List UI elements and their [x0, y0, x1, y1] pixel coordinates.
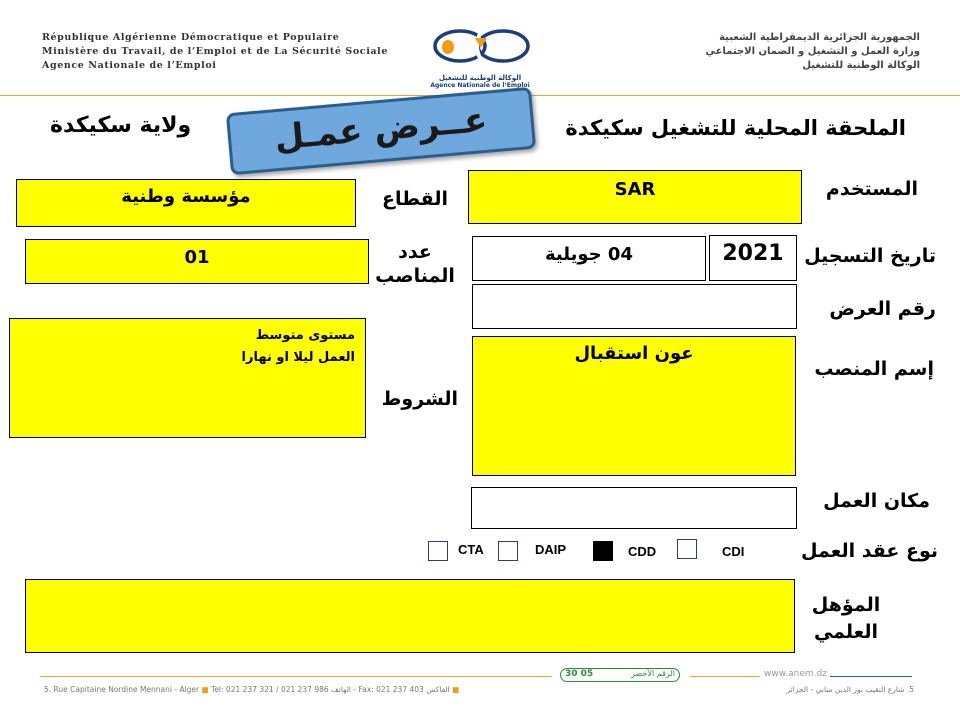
employer-value: SAR: [614, 179, 656, 200]
website-link[interactable]: www.anem.dz: [764, 669, 827, 679]
employer-label: المستخدم: [825, 178, 918, 200]
sector-value: مؤسسة وطنية: [121, 186, 251, 207]
footer-address-fr-block: 5. Rue Capitaine Nordine Mennani - Alger ■ Tel: 021 237 321 / 021 237 986 الهاتف - Fax: 021 237 403 الفاكس ■: [44, 685, 460, 694]
posts-field: [25, 239, 369, 284]
anem-logo: [415, 24, 545, 88]
address-ar: 5. شارع النقيب نور الدين مناني - الجزائر: [786, 685, 914, 694]
footer-line-left: [40, 676, 552, 677]
reg-date-label: تاريخ التسجيل: [804, 245, 936, 267]
condition-line-2: العمل ليلا او نهارا: [241, 350, 355, 365]
conditions-text: [242, 325, 355, 369]
header-fr-line-1: République Algérienne Démocratique et Populaire: [42, 32, 340, 43]
qualification-label: [786, 592, 906, 646]
sector-field: [16, 179, 356, 227]
contract-cta-label: CTA: [458, 542, 484, 557]
header-fr-line-3: Agence Nationale de l’Emploi: [42, 60, 217, 71]
job-title-label: إسم المنصب: [814, 358, 934, 380]
logo-ar-text: الوكالة الوطنية للتشغيل: [438, 74, 522, 82]
agency-title: الملحقة المحلية للتشغيل سكيكدة: [565, 116, 906, 140]
employer-field: [468, 170, 802, 224]
offer-number-label: رقم العرض: [829, 298, 936, 320]
reg-date-field: [472, 236, 706, 281]
header-ar-line-3: الوكالة الوطنية للتشغيل: [802, 60, 920, 71]
phones: Tel: 021 237 321 / 021 237 986: [211, 685, 329, 694]
contract-cdd-checkbox[interactable]: [593, 541, 613, 561]
green-number-value: 30 05: [565, 669, 594, 679]
workplace-label: مكان العمل: [823, 490, 930, 512]
posts-label-line-1: عدد: [398, 241, 432, 263]
fax: Fax: 021 237 403: [358, 685, 424, 694]
reg-date-value: 04 جويلية: [545, 244, 633, 265]
green-number-badge: [560, 668, 680, 682]
qualification-field: [25, 579, 795, 653]
job-title-field: [472, 336, 796, 476]
logo-fr-text: Agence Nationale de l’Emploi: [430, 82, 530, 89]
header-fr-line-2: Ministère du Travail, de l’Emploi et de La Sécurité Sociale: [42, 46, 389, 57]
workplace-field: [471, 487, 797, 529]
header-ar-line-2: وزارة العمل و التشغيل و الضمان الاجتماعي: [705, 46, 920, 57]
address-fr: 5. Rue Capitaine Nordine Mennani - Alger: [44, 685, 200, 694]
header-ar: [540, 31, 920, 73]
reg-year-field: [709, 235, 797, 281]
sector-label: القطاع: [382, 188, 448, 210]
footer-line-mid: [690, 676, 760, 677]
header-ar-line-1: الجمهورية الجزائرية الديمقراطية الشعبية: [719, 32, 920, 43]
contract-daip-checkbox[interactable]: [498, 541, 518, 561]
fax-label-ar: الفاكس: [426, 685, 450, 694]
qualification-label-line-1: المؤهل: [811, 594, 881, 616]
header-fr: [42, 31, 388, 73]
posts-label-line-2: المناصب: [375, 265, 455, 287]
anem-logo-icon: [415, 24, 545, 70]
green-number-label: الرقم الأخضر: [631, 669, 675, 678]
qualification-label-line-2: العلمي: [813, 621, 879, 643]
contract-type-label: نوع عقد العمل: [801, 540, 938, 562]
contract-daip-label: DAIP: [535, 542, 567, 557]
wilaya-title: ولاية سكيكدة: [50, 113, 192, 138]
condition-line-1: مستوى متوسط: [255, 328, 355, 343]
contract-cdi-label: CDI: [722, 544, 745, 559]
contract-cdi-checkbox[interactable]: [677, 539, 697, 559]
posts-value: 01: [184, 247, 210, 268]
contract-cta-checkbox[interactable]: [428, 541, 448, 561]
stamp-text: عــرض عمـل: [272, 99, 489, 159]
job-offer-stamp: [226, 87, 536, 175]
posts-label: [370, 240, 460, 288]
conditions-label: الشروط: [381, 388, 458, 410]
footer-line-right: [830, 676, 912, 677]
phone-label-ar: الهاتف: [331, 685, 352, 694]
conditions-field: [9, 318, 366, 438]
offer-number-field: [472, 284, 797, 329]
job-title-value: عون استقبال: [574, 343, 694, 364]
contract-cdd-label: CDD: [628, 544, 657, 559]
reg-year-value: 2021: [722, 241, 784, 266]
